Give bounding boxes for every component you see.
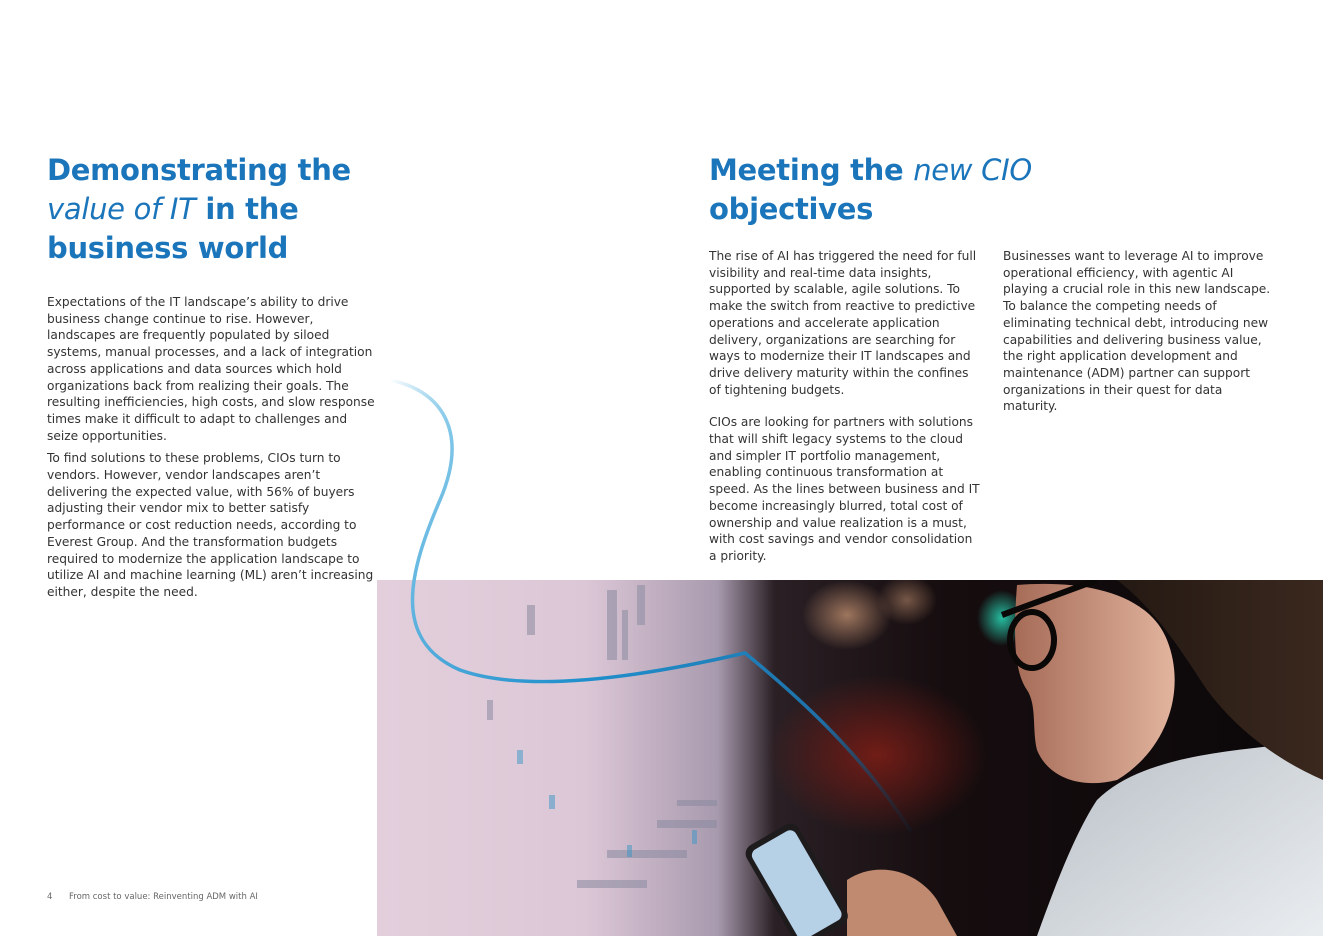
left-heading-line3: business world: [47, 231, 289, 265]
page-footer: [47, 892, 258, 902]
right-col1-paragraph-2: CIOs are looking for partners with solutions that will shift legacy systems to the cloud and simpler IT portfolio management, enabling continuous transformation at speed. As the lines between business and IT become increasingly blurred, total cost of ownership and value realization is a must, with cost savings and vendor consolidation a priority.: [709, 415, 980, 563]
left-heading-line2-rest: in the: [195, 192, 299, 226]
left-paragraph-2: To find solutions to these problems, CIOs turn to vendors. However, vendor landscapes aren’t delivering the expected value, with 56% of buyers adjusting their vendor mix to better satisfy performance or cost reduction needs, according to Everest Group. And the transformation budgets required to modernize the application landscape to utilize AI and machine learning (ML) aren’t increasing either, despite the need.: [47, 451, 374, 599]
right-col1-paragraph-1: The rise of AI has triggered the need for full visibility and real-time data insights, supported by scalable, agile solutions. To make the switch from reactive to predictive operations and accelerate application delivery, organizations are searching for ways to modernize their IT landscapes and drive delivery maturity within the confines of tightening budgets.: [709, 249, 977, 397]
left-heading-italic: value of IT: [47, 192, 196, 226]
page-number: 4: [47, 892, 53, 902]
right-col2-paragraph-1: Businesses want to leverage AI to improve operational efficiency, with agentic AI playing a crucial role in this new landscape. To balance the competing needs of eliminating technical debt, introducing new capabilities and delivering business value, the right application development and maintenance (ADM) partner can support organizations in their quest for data maturity.: [1003, 249, 1271, 414]
footer-title: From cost to value: Reinventing ADM with AI: [69, 892, 258, 902]
right-heading-line2: objectives: [709, 192, 874, 226]
left-heading-line1: Demonstrating the: [47, 153, 351, 187]
right-heading-italic: new CIO: [913, 153, 1032, 187]
left-paragraph-1: Expectations of the IT landscape’s ability to drive business change continue to rise. However, landscapes are frequently populated by siloed systems, manual processes, and a lack of integration across applications and data sources which hold organizations back from realizing their goals. The resulting inefficiencies, high costs, and slow response times make it difficult to adapt to challenges and seize opportunities.: [47, 295, 375, 443]
right-heading-bold: Meeting the: [709, 153, 914, 187]
